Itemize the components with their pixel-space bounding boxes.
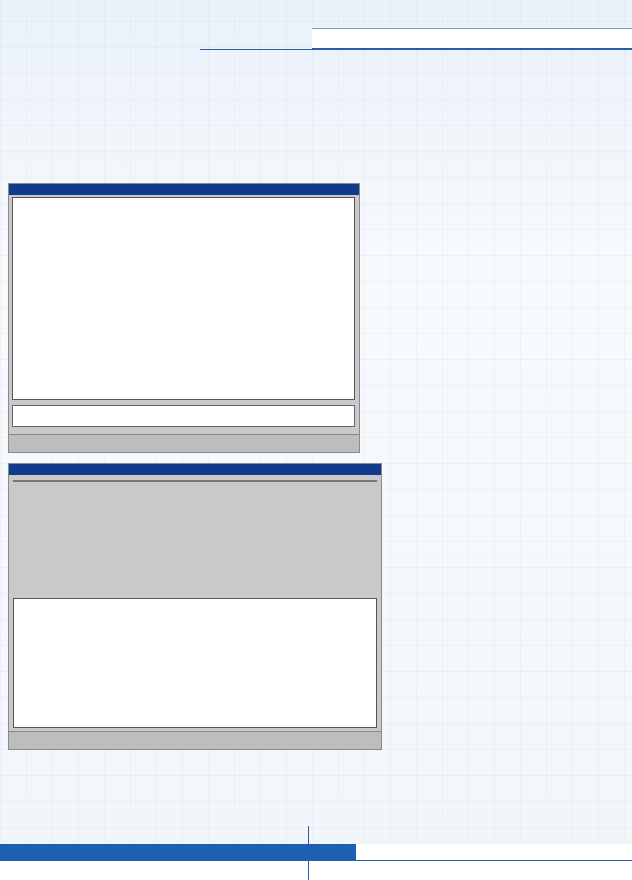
trend-titlebar xyxy=(9,184,359,195)
trend-statusbar xyxy=(12,405,355,427)
bottom-vertical-rule xyxy=(308,826,309,880)
header-rule xyxy=(200,49,312,50)
header-band xyxy=(312,28,632,50)
analysis-titlebar xyxy=(9,464,381,475)
analysis-table xyxy=(13,480,377,482)
bar-plot xyxy=(13,598,377,728)
trend-plot xyxy=(12,197,355,400)
operator-section xyxy=(370,190,610,192)
trend-toolbar xyxy=(9,434,359,452)
analysis-toolbar xyxy=(9,731,381,749)
asu-section xyxy=(398,458,623,472)
bottom-rule xyxy=(0,860,632,861)
analysis-screenshot xyxy=(8,463,382,750)
bottom-accent-bar xyxy=(0,844,356,860)
trend-screenshot xyxy=(8,183,360,453)
trend-chart xyxy=(13,198,354,399)
bar-chart xyxy=(14,599,376,727)
